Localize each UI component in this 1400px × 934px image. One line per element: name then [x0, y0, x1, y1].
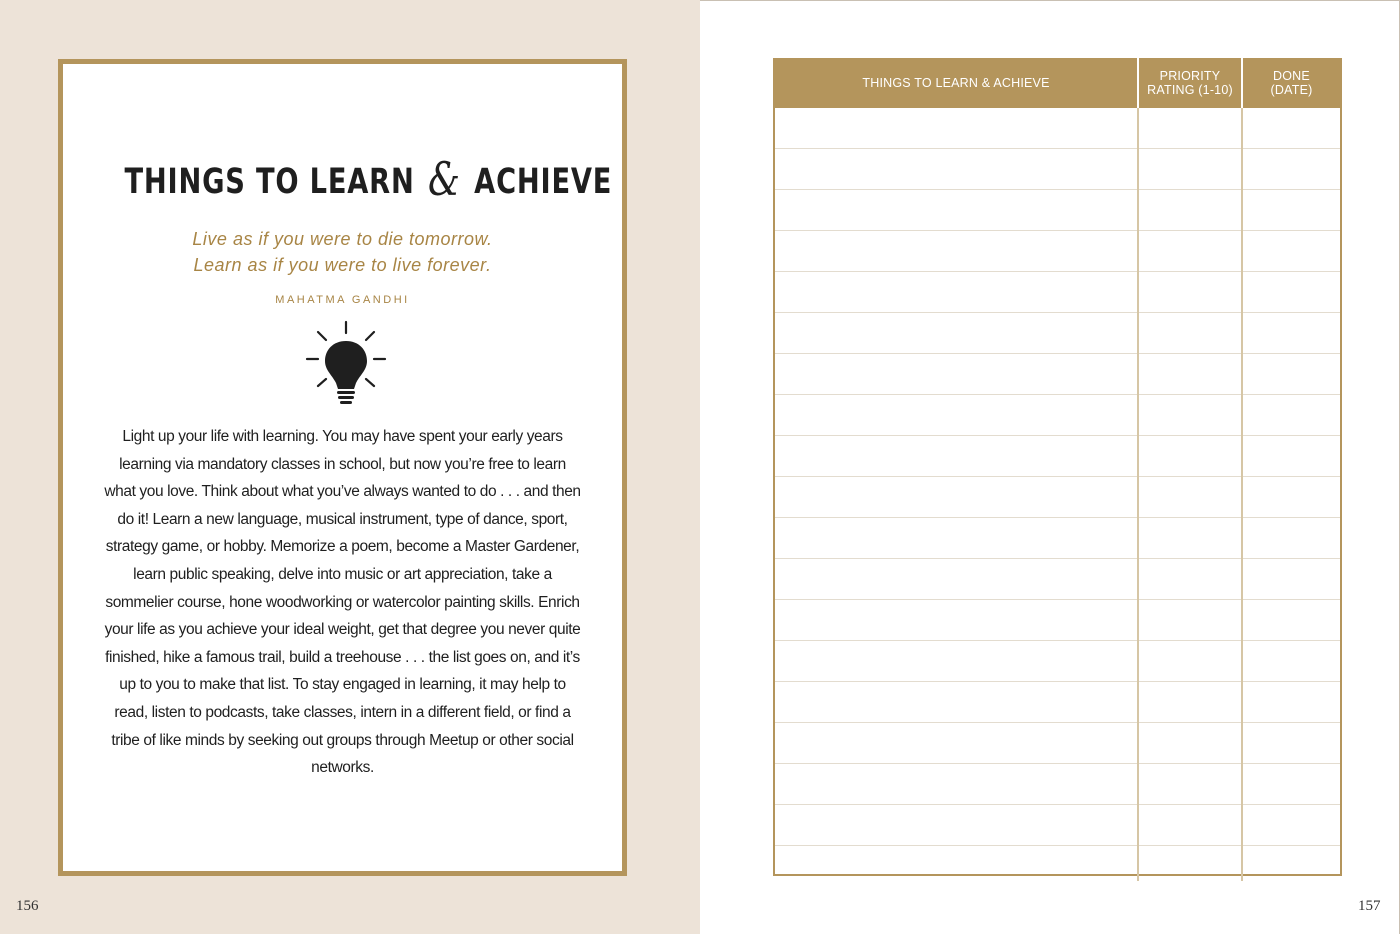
- table-row: [775, 559, 1340, 600]
- cell-done[interactable]: [1242, 395, 1340, 436]
- cell-priority[interactable]: [1138, 149, 1242, 190]
- quote-line-1: Live as if you were to die tomorrow.: [192, 229, 493, 249]
- table-body: [775, 108, 1340, 881]
- cell-thing[interactable]: [775, 108, 1138, 149]
- cell-thing[interactable]: [775, 600, 1138, 641]
- table-row: [775, 190, 1340, 231]
- title-part-2: ACHIEVE: [474, 162, 613, 202]
- cell-priority[interactable]: [1138, 764, 1242, 805]
- cell-thing[interactable]: [775, 682, 1138, 723]
- cell-done[interactable]: [1242, 764, 1340, 805]
- cell-priority[interactable]: [1138, 231, 1242, 272]
- cell-done[interactable]: [1242, 723, 1340, 764]
- quote: [63, 226, 622, 278]
- cell-done[interactable]: [1242, 600, 1340, 641]
- cell-thing[interactable]: [775, 518, 1138, 559]
- title-ampersand: &: [428, 152, 461, 206]
- table-row: [775, 805, 1340, 846]
- table-row: [775, 395, 1340, 436]
- cell-thing[interactable]: [775, 477, 1138, 518]
- table-header-row: [775, 58, 1340, 108]
- page-number-left: 156: [16, 898, 39, 914]
- cell-thing[interactable]: [775, 354, 1138, 395]
- table-row: [775, 518, 1340, 559]
- cell-thing[interactable]: [775, 723, 1138, 764]
- table-row: [775, 231, 1340, 272]
- cell-thing[interactable]: [775, 436, 1138, 477]
- table-row: [775, 600, 1340, 641]
- cell-priority[interactable]: [1138, 108, 1242, 149]
- cell-priority[interactable]: [1138, 354, 1242, 395]
- cell-done[interactable]: [1242, 272, 1340, 313]
- cell-thing[interactable]: [775, 190, 1138, 231]
- table-row: [775, 641, 1340, 682]
- cell-done[interactable]: [1242, 805, 1340, 846]
- table-row: [775, 846, 1340, 882]
- cell-thing[interactable]: [775, 641, 1138, 682]
- cell-priority[interactable]: [1138, 518, 1242, 559]
- cell-priority[interactable]: [1138, 846, 1242, 882]
- table-row: [775, 354, 1340, 395]
- cell-priority[interactable]: [1138, 272, 1242, 313]
- table-row: [775, 313, 1340, 354]
- cell-priority[interactable]: [1138, 436, 1242, 477]
- quote-author: MAHATMA GANDHI: [275, 294, 410, 306]
- table-row: [775, 682, 1340, 723]
- cell-done[interactable]: [1242, 477, 1340, 518]
- cell-done[interactable]: [1242, 190, 1340, 231]
- cell-thing[interactable]: [775, 805, 1138, 846]
- body-paragraph: Light up your life with learning. You may have spent your early years learning via mandatory classes in school, but now you’re free to learn what you love. Think about what you’ve always wanted to do . . . and then do it! Learn a new language, musical instrument, type of dance, sport, strategy game, or hobby. Memorize a poem, become a Master Gardener, learn public speaking, delve into music or art appreciation, take a sommelier course, hone woodworking or watercolor painting skills. Enrich your life as you achieve your ideal weight, get that degree you never quite finished, hike a famous trail, build a treehouse . . . the list goes on, and it’s up to you to make that list. To stay engaged in learning, it may help to read, listen to podcasts, take classes, intern in a different field, or find a tribe of like minds by seeking out groups through Meetup or other social networks.: [104, 428, 581, 777]
- cell-done[interactable]: [1242, 682, 1340, 723]
- cell-thing[interactable]: [775, 846, 1138, 882]
- cell-priority[interactable]: [1138, 313, 1242, 354]
- page-number-right: 157: [1358, 898, 1381, 914]
- cell-priority[interactable]: [1138, 805, 1242, 846]
- table-row: [775, 436, 1340, 477]
- cell-thing[interactable]: [775, 313, 1138, 354]
- column-header-priority: PRIORITY RATING (1-10): [1138, 58, 1242, 108]
- intro-card: [58, 59, 627, 876]
- cell-done[interactable]: [1242, 149, 1340, 190]
- table-row: [775, 764, 1340, 805]
- cell-done[interactable]: [1242, 846, 1340, 882]
- cell-priority[interactable]: [1138, 723, 1242, 764]
- table-row: [775, 723, 1340, 764]
- column-header-done: DONE (DATE): [1242, 58, 1340, 108]
- table-row: [775, 149, 1340, 190]
- cell-thing[interactable]: [775, 395, 1138, 436]
- cell-done[interactable]: [1242, 436, 1340, 477]
- lightbulb-icon: [303, 317, 389, 407]
- cell-priority[interactable]: [1138, 600, 1242, 641]
- cell-done[interactable]: [1242, 354, 1340, 395]
- cell-thing[interactable]: [775, 559, 1138, 600]
- cell-done[interactable]: [1242, 518, 1340, 559]
- table-row: [775, 272, 1340, 313]
- cell-done[interactable]: [1242, 641, 1340, 682]
- cell-priority[interactable]: [1138, 190, 1242, 231]
- table-row: [775, 477, 1340, 518]
- cell-thing[interactable]: [775, 149, 1138, 190]
- cell-thing[interactable]: [775, 231, 1138, 272]
- cell-priority[interactable]: [1138, 477, 1242, 518]
- cell-done[interactable]: [1242, 231, 1340, 272]
- cell-done[interactable]: [1242, 559, 1340, 600]
- title-part-1: THINGS TO LEARN: [124, 162, 415, 202]
- column-header-things: THINGS TO LEARN & ACHIEVE: [775, 58, 1138, 108]
- page-title: [124, 152, 613, 206]
- goals-table: [773, 58, 1342, 876]
- cell-priority[interactable]: [1138, 682, 1242, 723]
- table-row: [775, 108, 1340, 149]
- cell-priority[interactable]: [1138, 559, 1242, 600]
- cell-done[interactable]: [1242, 108, 1340, 149]
- cell-thing[interactable]: [775, 272, 1138, 313]
- cell-priority[interactable]: [1138, 395, 1242, 436]
- cell-done[interactable]: [1242, 313, 1340, 354]
- quote-line-2: Learn as if you were to live forever.: [193, 255, 492, 275]
- cell-thing[interactable]: [775, 764, 1138, 805]
- cell-priority[interactable]: [1138, 641, 1242, 682]
